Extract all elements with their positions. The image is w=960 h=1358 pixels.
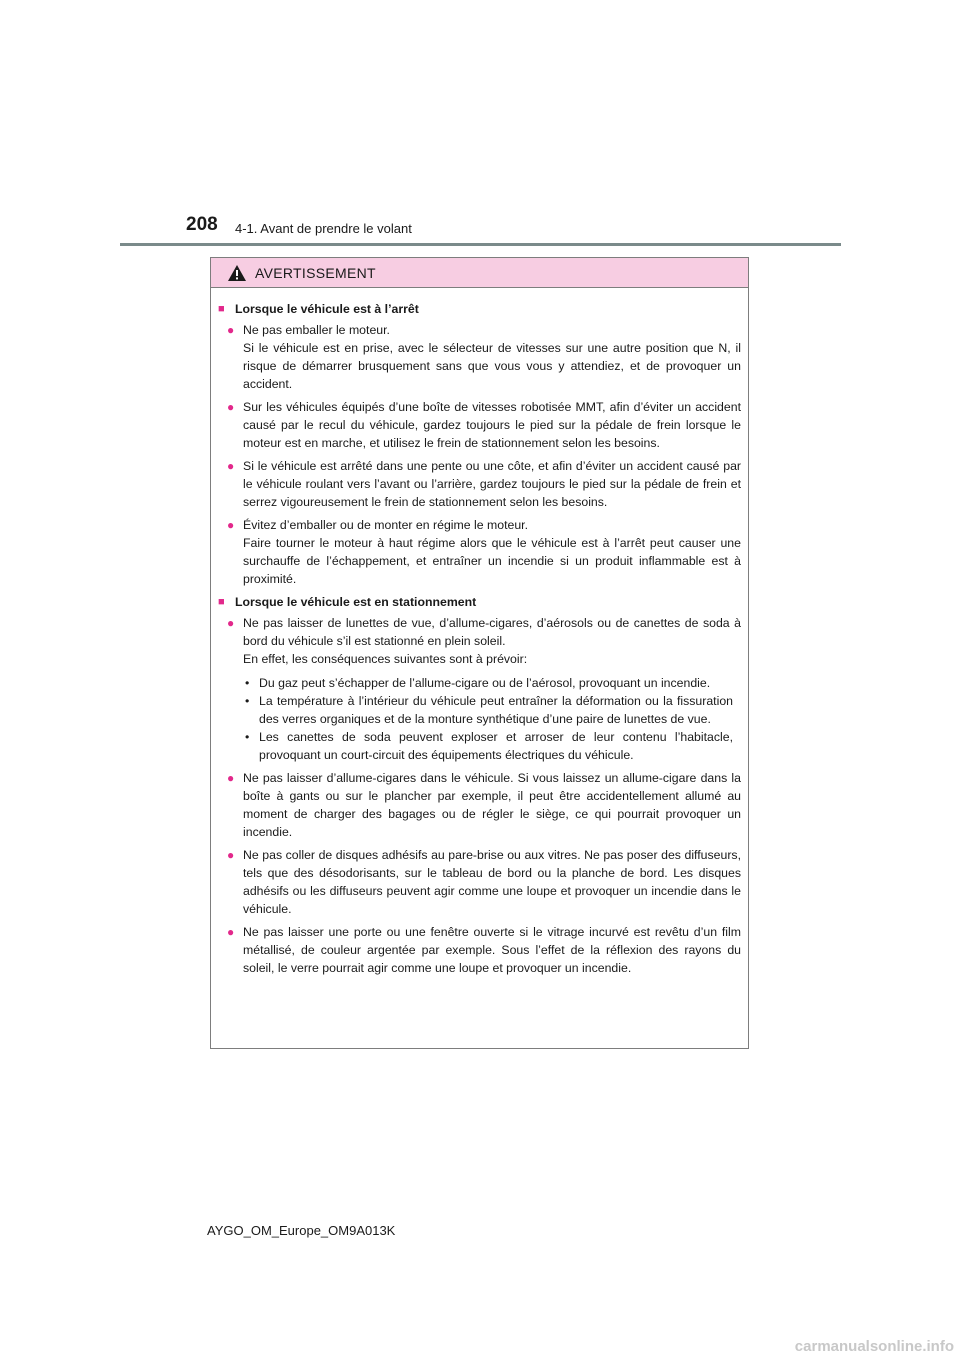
- item-text: [243, 769, 741, 841]
- warning-item: [218, 457, 741, 511]
- warning-item: [218, 321, 741, 393]
- header-rule: [120, 243, 841, 246]
- sub-item-text: La température à l’intérieur du véhicule peut entraîner la déformation ou la fissuration des verres organiques et de la monture synthétique d’une paire de lunettes de vue.: [259, 694, 733, 726]
- item-text: [243, 398, 741, 452]
- section-heading-text: Lorsque le véhicule est en stationnement: [235, 595, 477, 609]
- warning-item: [218, 516, 741, 588]
- circle-bullet-icon: ●: [227, 459, 235, 473]
- item-text: [243, 846, 741, 918]
- warning-header: [211, 258, 748, 288]
- section-heading-text: Lorsque le véhicule est à l’arrêt: [235, 302, 419, 316]
- sub-item: [243, 674, 741, 692]
- warning-body: [211, 288, 748, 977]
- item-text: [243, 923, 741, 977]
- section-title: 4-1. Avant de prendre le volant: [235, 221, 412, 236]
- sub-item-text: Les canettes de soda peuvent exploser et arroser de leur contenu l’habitacle, provoquant un court-circuit des équipements électriques du véhicule.: [259, 730, 733, 762]
- circle-bullet-icon: ●: [227, 771, 235, 785]
- square-bullet-icon: ■: [218, 596, 225, 608]
- page-number: 208: [186, 214, 218, 235]
- circle-bullet-icon: ●: [227, 323, 235, 337]
- warning-triangle-icon: [227, 264, 247, 282]
- item-paragraph: Sur les véhicules équipés d’une boîte de vitesses robotisée MMT, afin d’éviter un accident causé par le recul du véhicule, gardez toujours le pied sur la pédale de frein lorsque le moteur est en marche, et utilisez le frein de stationnement selon les besoins.: [243, 400, 741, 450]
- item-text: [243, 614, 741, 764]
- section-heading: [218, 593, 741, 611]
- item-text: [243, 516, 741, 588]
- warning-title: AVERTISSEMENT: [255, 264, 376, 281]
- item-paragraph: Ne pas coller de disques adhésifs au pare-brise ou aux vitres. Ne pas poser des diffuseurs, tels que des désodorisants, sur le tableau de bord ou la planche de bord. Les disques adhésifs ou les diffuseurs peuvent agir comme une loupe et provoquer un incendie dans le véhicule.: [243, 848, 741, 916]
- item-paragraph: Évitez d’emballer ou de monter en régime le moteur.: [243, 518, 529, 532]
- sub-item: [243, 692, 741, 728]
- square-bullet-icon: ■: [218, 303, 225, 315]
- circle-bullet-icon: ●: [227, 925, 235, 939]
- circle-bullet-icon: ●: [227, 848, 235, 862]
- sub-item: [243, 728, 741, 764]
- item-paragraph: Ne pas laisser une porte ou une fenêtre ouverte si le vitrage incurvé est revêtu d’un film métallisé, de couleur argentée par exemple. Sous l’effet de la réflexion des rayons du soleil, le verre pourrait agir comme une loupe et provoquer un incendie.: [243, 925, 741, 975]
- dot-bullet-icon: •: [245, 694, 250, 708]
- circle-bullet-icon: ●: [227, 400, 235, 414]
- section-heading: [218, 300, 741, 318]
- item-paragraph: Ne pas laisser de lunettes de vue, d’allume-cigares, d’aérosols ou de canettes de soda à bord du véhicule s’il est stationné en plein soleil.: [243, 616, 741, 648]
- item-paragraph: Si le véhicule est arrêté dans une pente ou une côte, et afin d’éviter un accident causé par le véhicule roulant vers l’avant ou l’arrière, gardez toujours le pied sur la pédale de frein et serrez vigoureusement le frein de stationnement selon les besoins.: [243, 459, 741, 509]
- circle-bullet-icon: ●: [227, 616, 235, 630]
- item-paragraph: Ne pas laisser d’allume-cigares dans le véhicule. Si vous laissez un allume-cigare dans la boîte à gants ou sur le plancher par exemple, il peut être accidentellement allumé au moment de charger des bagages ou de régler le siège, ce qui pourrait provoquer un incendie.: [243, 771, 741, 839]
- warning-item: [218, 614, 741, 764]
- item-paragraph: En effet, les conséquences suivantes sont à prévoir:: [243, 652, 528, 666]
- sub-item-text: Du gaz peut s’échapper de l’allume-cigare ou de l’aérosol, provoquant un incendie.: [259, 676, 711, 690]
- watermark[interactable]: carmanualsonline.info: [794, 1338, 954, 1355]
- item-paragraph: Ne pas emballer le moteur.: [243, 323, 390, 337]
- warning-item: [218, 398, 741, 452]
- document-code: AYGO_OM_Europe_OM9A013K: [207, 1223, 396, 1238]
- warning-box: [210, 257, 749, 1049]
- item-paragraph: Faire tourner le moteur à haut régime alors que le véhicule est à l’arrêt peut causer une surchauffe de l’échappement, et entraîner un incendie si un produit inflammable est à proximité.: [243, 536, 741, 586]
- dot-bullet-icon: •: [245, 676, 250, 690]
- warning-item: [218, 923, 741, 977]
- item-paragraph: Si le véhicule est en prise, avec le sélecteur de vitesses sur une autre position que N, il risque de démarrer brusquement sans que vous vous y attendiez, et de provoquer un accident.: [243, 341, 741, 391]
- item-text: [243, 457, 741, 511]
- sub-list: [243, 674, 741, 764]
- warning-item: [218, 846, 741, 918]
- dot-bullet-icon: •: [245, 730, 250, 744]
- item-text: [243, 321, 741, 393]
- warning-item: [218, 769, 741, 841]
- circle-bullet-icon: ●: [227, 518, 235, 532]
